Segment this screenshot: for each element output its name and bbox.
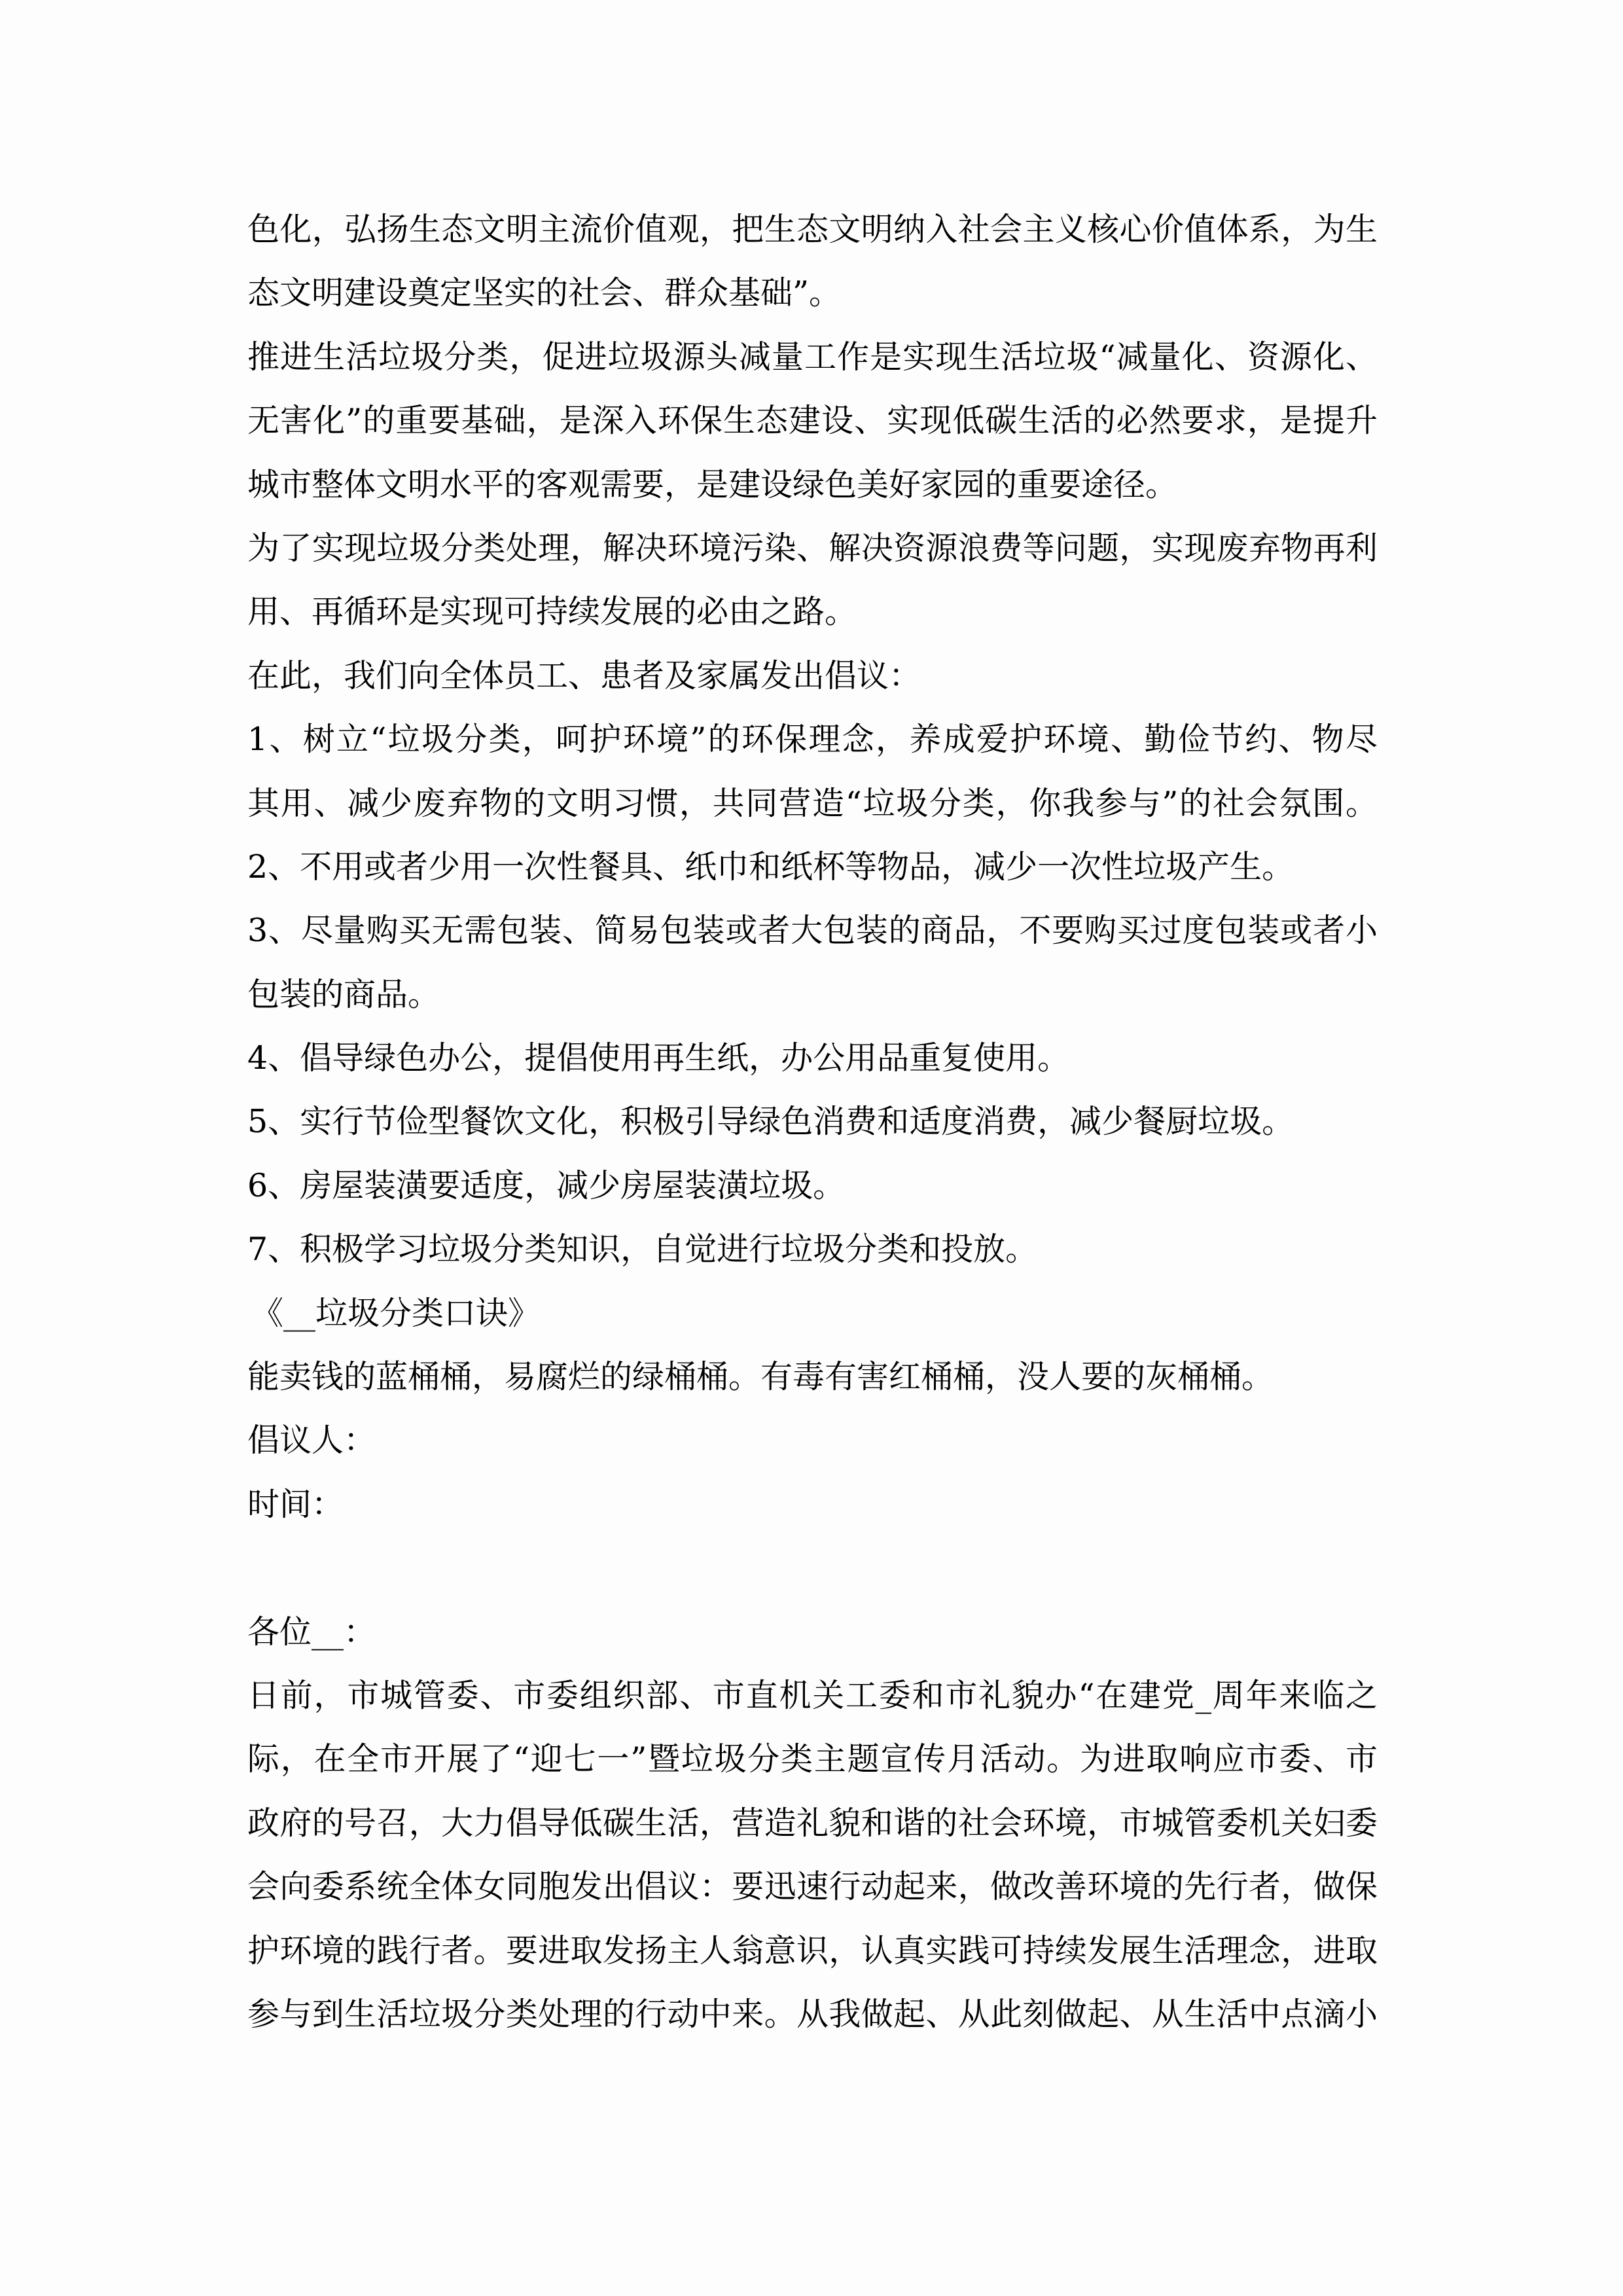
date-label: 时间： — [247, 1485, 344, 1523]
letter-section — [247, 1600, 1378, 2047]
text-line: 推进生活垃圾分类，促进垃圾源头减量工作是实现生活垃圾“减量化、资源化、 — [247, 338, 1378, 376]
text-line: 态文明建设奠定坚实的社会、群众基础”。 — [247, 274, 842, 312]
document-page — [247, 198, 1378, 2046]
proposal-item-4: 4、倡导绿色办公，提倡使用再生纸，办公用品重复使用。 — [247, 1039, 1070, 1077]
proposal-item-1: 1、树立“垃圾分类，呵护环境”的环保理念，养成爱护环境、勤俭节约、物尽 — [247, 721, 1378, 759]
salutation: 各位__： — [247, 1613, 376, 1651]
rhyme-title: 《__垃圾分类口诀》 — [251, 1294, 541, 1332]
text-line: 参与到生活垃圾分类处理的行动中来。从我做起、从此刻做起、从生活中点滴小 — [247, 1995, 1378, 2033]
blank-line — [247, 1536, 1378, 1600]
text-line: 际，在全市开展了“迎七一”暨垃圾分类主题宣传月活动。为进取响应市委、市 — [247, 1740, 1378, 1778]
text-line: 为了实现垃圾分类处理，解决环境污染、解决资源浪费等问题，实现废弃物再利 — [247, 529, 1378, 567]
proposal-item-2: 2、不用或者少用一次性餐具、纸巾和纸杯等物品，减少一次性垃圾产生。 — [247, 848, 1294, 886]
text-line: 用、再循环是实现可持续发展的必由之路。 — [247, 593, 857, 631]
text-line: 日前，市城管委、市委组织部、市直机关工委和市礼貌办“在建党_周年来临之 — [247, 1676, 1378, 1714]
proposal-item-3-cont: 包装的商品。 — [247, 975, 440, 1013]
proposer-label: 倡议人： — [247, 1422, 376, 1460]
proposal-section — [247, 198, 1378, 1536]
text-line: 会向委系统全体女同胞发出倡议：要迅速行动起来，做改善环境的先行者，做保 — [247, 1868, 1378, 1906]
proposal-item-6: 6、房屋装潢要适度，减少房屋装潢垃圾。 — [247, 1166, 846, 1204]
proposal-intro: 在此，我们向全体员工、患者及家属发出倡议： — [247, 656, 921, 694]
text-line: 护环境的践行者。要进取发扬主人翁意识，认真实践可持续发展生活理念，进取 — [247, 1931, 1378, 1969]
proposal-item-7: 7、积极学习垃圾分类知识，自觉进行垃圾分类和投放。 — [247, 1230, 1038, 1268]
text-line: 城市整体文明水平的客观需要，是建设绿色美好家园的重要途径。 — [247, 465, 1178, 503]
text-line: 政府的号召，大力倡导低碳生活，营造礼貌和谐的社会环境，市城管委机关妇委 — [247, 1804, 1378, 1842]
rhyme-text: 能卖钱的蓝桶桶，易腐烂的绿桶桶。有毒有害红桶桶，没人要的灰桶桶。 — [247, 1358, 1274, 1396]
proposal-item-5: 5、实行节俭型餐饮文化，积极引导绿色消费和适度消费，减少餐厨垃圾。 — [247, 1103, 1294, 1141]
proposal-item-3: 3、尽量购买无需包装、简易包装或者大包装的商品，不要购买过度包装或者小 — [247, 912, 1378, 950]
text-line: 色化，弘扬生态文明主流价值观，把生态文明纳入社会主义核心价值体系，为生 — [247, 211, 1378, 248]
text-line: 无害化”的重要基础，是深入环保生态建设、实现低碳生活的必然要求，是提升 — [247, 402, 1378, 440]
proposal-item-1-cont: 其用、减少废弃物的文明习惯，共同营造“垃圾分类，你我参与”的社会氛围。 — [247, 784, 1378, 822]
